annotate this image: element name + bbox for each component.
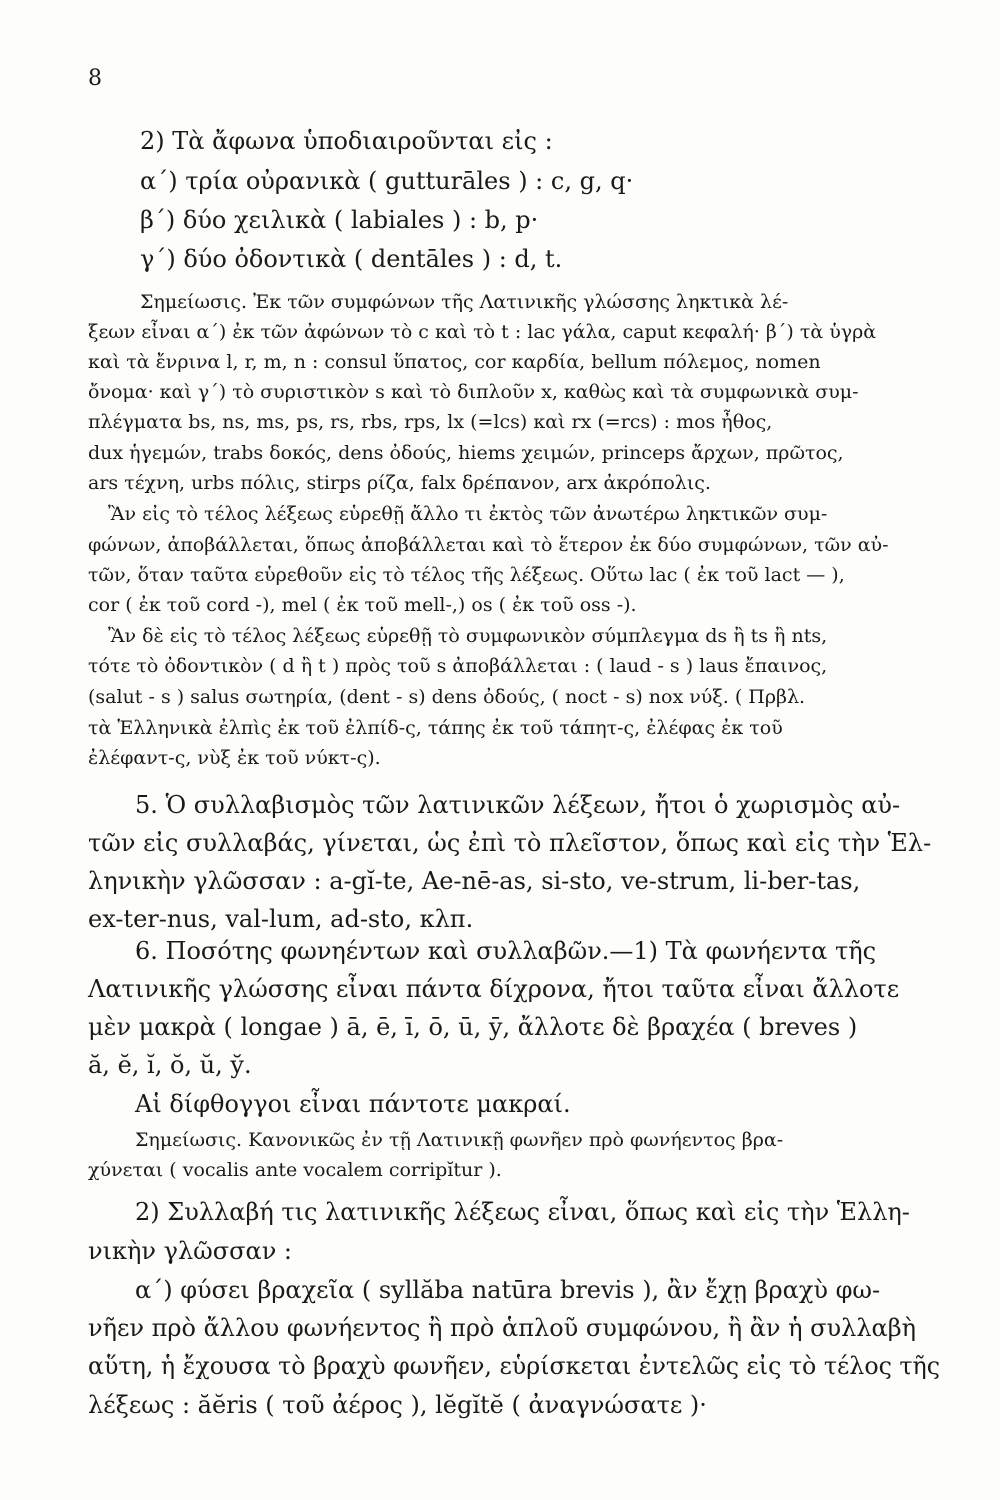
text-line: 5. Ὁ συλλαβισμὸς τῶν λατινικῶν λέξεων, ἤτοι ὁ χωρισμὸς αὐ- (135, 791, 901, 819)
text-line: dux ἡγεμών, trabs δοκός, dens ὀδούς, hiems χειμών, princeps ἄρχων, πρῶτος, (88, 442, 844, 464)
text-line: ă, ĕ, ĭ, ŏ, ŭ, y̆. (88, 1051, 252, 1079)
text-line: 2) Συλλαβή τις λατινικῆς λέξεως εἶναι, ὅπως καὶ εἰς τὴν Ἑλλη- (135, 1198, 910, 1226)
text-line: τῶν εἰς συλλαβάς, γίνεται, ὡς ἐπὶ τὸ πλεῖστον, ὅπως καὶ εἰς τὴν Ἑλ- (88, 829, 932, 857)
text-line: ξεων εἶναι α΄) ἐκ τῶν ἀφώνων τὸ c καὶ τὸ t : lac γάλα, caput κεφαλή· β΄) τὰ ὑγρὰ (88, 321, 877, 343)
text-line: 6. Ποσότης φωνηέντων καὶ συλλαβῶν.—1) Τὰ φωνήεντα τῆς (135, 937, 877, 965)
text-line: τότε τὸ ὀδοντικὸν ( d ἢ t ) πρὸς τοῦ s ἀποβάλλεται : ( laud - s ) laus ἔπαινος, (88, 655, 828, 677)
text-line: Αἱ δίφθογγοι εἶναι πάντοτε μακραί. (135, 1090, 571, 1118)
page-number: 8 (88, 66, 102, 91)
text-line: ars τέχνη, urbs πόλις, stirps ρίζα, falx δρέπανον, arx ἀκρόπολις. (88, 472, 711, 494)
text-line: Λατινικῆς γλώσσης εἶναι πάντα δίχρονα, ἤτοι ταῦτα εἶναι ἄλλοτε (88, 975, 900, 1003)
text-line: τὰ Ἑλληνικὰ ἐλπὶς ἐκ τοῦ ἐλπίδ-ς, τάπης ἐκ τοῦ τάπητ-ς, ἐλέφας ἐκ τοῦ (88, 717, 783, 739)
text-line: Ἂν εἰς τὸ τέλος λέξεως εὑρεθῇ ἄλλο τι ἐκτὸς τῶν ἀνωτέρω ληκτικῶν συμ- (108, 503, 828, 525)
text-line: cor ( ἐκ τοῦ cord -), mel ( ἐκ τοῦ mell-,) os ( ἐκ τοῦ oss -). (88, 594, 637, 616)
text-line: αὕτη, ἡ ἔχουσα τὸ βραχὺ φωνῆεν, εὑρίσκεται ἐντελῶς εἰς τὸ τέλος τῆς (88, 1352, 941, 1380)
text-line: νῆεν πρὸ ἄλλου φωνήεντος ἢ πρὸ ἁπλοῦ συμφώνου, ἢ ἂν ἡ συλλαβὴ (88, 1314, 916, 1342)
text-line: πλέγματα bs, ns, ms, ps, rs, rbs, rps, lx (=lcs) καὶ rx (=rcs) : mos ἦθος, (88, 411, 773, 433)
text-line: γ΄) δύο ὀδοντικὰ ( dentāles ) : d, t. (140, 245, 563, 273)
text-line: μὲν μακρὰ ( longae ) ā, ē, ī, ō, ū, ȳ, ἄλλοτε δὲ βραχέα ( breves ) (88, 1013, 858, 1041)
text-line: καὶ τὰ ἔνρινα l, r, m, n : consul ὕπατος, cor καρδία, bellum πόλεμος, nomen (88, 351, 821, 373)
text-line: ἐλέφαντ-ς, νὺξ ἐκ τοῦ νύκτ-ς). (88, 747, 381, 769)
text-line: Σημείωσις. Κανονικῶς ἐν τῇ Λατινικῇ φωνῆεν πρὸ φωνήεντος βρα- (135, 1129, 784, 1151)
text-line: νικὴν γλῶσσαν : (88, 1237, 292, 1265)
text-line: (salut - s ) salus σωτηρία, (dent - s) dens ὀδούς, ( noct - s) nox νύξ. ( Πρβλ. (88, 686, 806, 708)
text-line: χύνεται ( vocalis ante vocalem corripĭtur ). (88, 1159, 502, 1181)
text-line: 2) Τὰ ἄφωνα ὑποδιαιροῦνται εἰς : (140, 127, 553, 155)
text-line: ὄνομα· καὶ γ΄) τὸ συριστικὸν s καὶ τὸ διπλοῦν x, καθὼς καὶ τὰ συμφωνικὰ συμ- (88, 381, 859, 403)
text-line: β΄) δύο χειλικὰ ( labiales ) : b, p· (140, 206, 539, 234)
text-line: α΄) τρία οὐρανικὰ ( gutturāles ) : c, g, q· (140, 167, 634, 195)
text-line: φώνων, ἀποβάλλεται, ὅπως ἀποβάλλεται καὶ τὸ ἕτερον ἐκ δύο συμφώνων, τῶν αὐ- (88, 534, 889, 556)
text-line: ληνικὴν γλῶσσαν : a-gĭ-te, Ae-nē-as, si-sto, ve-strum, li-ber-tas, (88, 867, 861, 895)
text-line: τῶν, ὅταν ταῦτα εὑρεθοῦν εἰς τὸ τέλος τῆς λέξεως. Οὕτω lac ( ἐκ τοῦ lact — ), (88, 564, 845, 586)
text-line: ex-ter-nus, val-lum, ad-sto, κλπ. (88, 905, 474, 933)
text-line: Σημείωσις. Ἐκ τῶν συμφώνων τῆς Λατινικῆς γλώσσης ληκτικὰ λέ- (140, 291, 789, 313)
text-line: λέξεως : ăĕris ( τοῦ ἀέρος ), lĕgĭtĕ ( ἀναγνώσατε )· (88, 1391, 707, 1419)
text-line: Ἂν δὲ εἰς τὸ τέλος λέξεως εὑρεθῇ τὸ συμφωνικὸν σύμπλεγμα ds ἢ ts ἢ nts, (108, 625, 828, 647)
text-line: α΄) φύσει βραχεῖα ( syllăba natūra brevis ), ἂν ἔχῃ βραχὺ φω- (135, 1276, 881, 1304)
